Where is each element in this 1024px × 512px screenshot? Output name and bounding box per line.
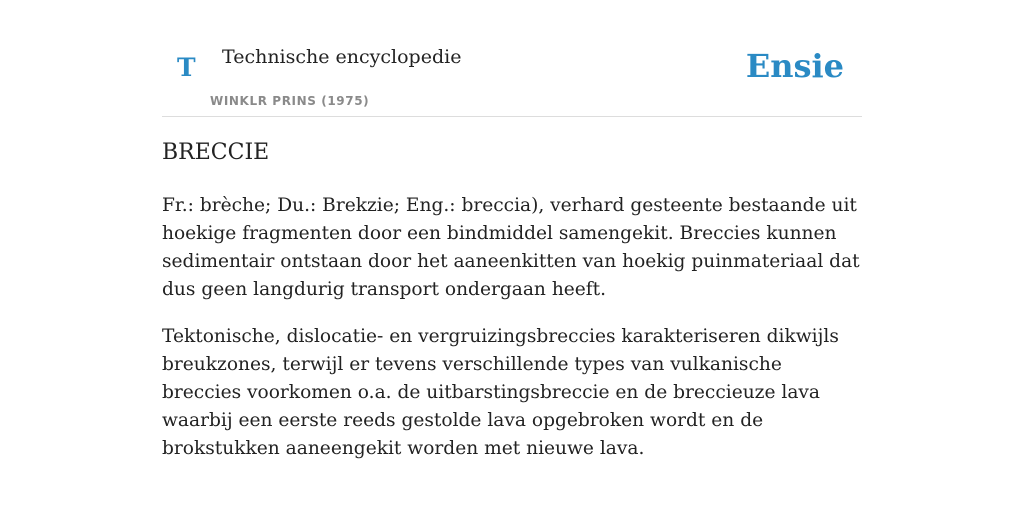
entry-title: BRECCIE (162, 140, 270, 165)
entry-paragraph: Tektonische, dislocatie- en vergruizingsbreccies karakteriseren dikwijls breukzones, terwijl er tevens verschillende types van vulkanische breccies voorkomen o.a. de uitbarstingsbreccie en de breccieuze lava waarbij een eerste reeds gestolde lava opgebroken wordt en de brokstukken aaneengekit worden met nieuwe lava. (162, 326, 839, 459)
encyclopedia-logo-icon[interactable]: T (177, 53, 196, 82)
entry-paragraph: Fr.: brèche; Du.: Brekzie; Eng.: breccia), verhard gesteente bestaande uit hoekige fragmenten door een bindmiddel samengekit. Breccies kunnen sedimentair ontstaan door het aaneenkitten van hoekig puinmateriaal dat dus geen langdurig transport ondergaan heeft. (162, 195, 860, 300)
encyclopedia-source-label: WINKLR PRINS (1975) (210, 94, 370, 108)
ensie-brand-logo[interactable]: Ensie (745, 47, 844, 85)
page-content (162, 0, 862, 459)
encyclopedia-header (162, 0, 862, 117)
encyclopedia-title-link[interactable]: Technische encyclopedie (222, 46, 462, 68)
